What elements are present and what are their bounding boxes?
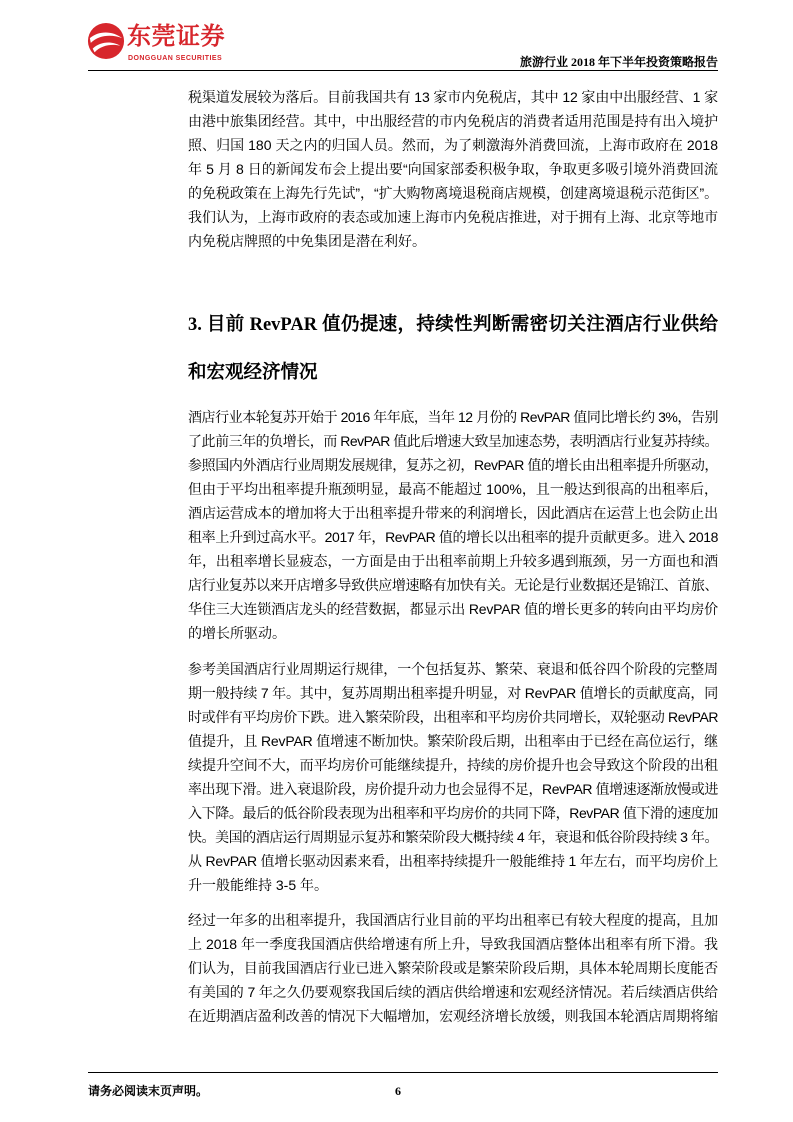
text-line: 时或伴有平均房价下跌。进入繁荣阶段，出租率和平均房价共同增长，双轮驱动 RevPAR bbox=[188, 709, 718, 725]
paragraph-duty-free bbox=[188, 85, 718, 253]
text-line: 内免税店牌照的中免集团是潜在利好。 bbox=[188, 233, 426, 249]
section-heading bbox=[188, 301, 718, 397]
text-line: 经过一年多的出租率提升，我国酒店行业目前的平均出租率已有较大程度的提高，且加 bbox=[188, 912, 718, 928]
footer-disclaimer: 请务必阅读末页声明。 bbox=[88, 1084, 209, 1098]
text-line: 率出现下滑。进入衰退阶段，房价提升动力也会显得不足，RevPAR 值增速逐渐放慢或进 bbox=[188, 781, 718, 797]
text-line: 酒店运营成本的增加将大于出租率提升带来的利润增长，因此酒店在运营上也会防止出 bbox=[188, 505, 718, 521]
text-line: 续提升空间不大，而平均房价可能继续提升，持续的房价提升也会导致这个阶段的出租 bbox=[188, 757, 718, 773]
text-line: 的免税政策在上海先行先试”，“扩大购物离境退税商店规模，创建离境退税示范街区”。 bbox=[188, 185, 718, 201]
text-line: 的增长所驱动。 bbox=[188, 625, 286, 641]
paragraph-hotel-recovery bbox=[188, 405, 718, 645]
text-line: 店行业复苏以来开店增多导致供应增速略有加快有关。无论是行业数据还是锦江、首旅、 bbox=[188, 577, 718, 593]
emblem-circle bbox=[88, 23, 124, 59]
text-line: 升一般能维持 3-5 年。 bbox=[188, 877, 329, 893]
logo-english-name: DONGGUAN SECURITIES bbox=[128, 55, 223, 62]
paragraph-china-hotel-outlook bbox=[188, 908, 718, 1028]
heading-line: 和宏观经济情况 bbox=[188, 363, 318, 383]
text-line: 华住三大连锁酒店龙头的经营数据，都显示出 RevPAR 值的增长更多的转向由平均房价 bbox=[188, 601, 718, 617]
text-line: 有美国的 7 年之久仍要观察我国后续的酒店供给增速和宏观经济情况。若后续酒店供给 bbox=[188, 984, 718, 1000]
text-line: 税渠道发展较为落后。目前我国共有 13 家市内免税店，其中 12 家由中出服经营、1 家 bbox=[188, 89, 718, 105]
heading-line: 3. 目前 RevPAR 值仍提速，持续性判断需密切关注酒店行业供给 bbox=[188, 315, 718, 335]
footer-divider bbox=[88, 1072, 718, 1073]
text-line: 们认为，目前我国酒店行业已进入繁荣阶段或是繁荣阶段后期，具体本轮周期长度能否 bbox=[188, 960, 718, 976]
text-line: 快。美国的酒店运行周期显示复苏和繁荣阶段大概持续 4 年，衰退和低谷阶段持续 3 年。 bbox=[188, 829, 718, 845]
text-line: 年 5 月 8 日的新闻发布会上提出要“向国家部委积极争取，争取更多吸引境外消费回流 bbox=[188, 161, 718, 177]
text-line: 租率上升到过高水平。2017 年，RevPAR 值的增长以出租率的提升贡献更多。进入 2018 bbox=[188, 529, 718, 545]
text-line: 上 2018 年一季度我国酒店供给增速有所上升，导致我国酒店整体出租率有所下滑。我 bbox=[188, 936, 718, 952]
dongguan-securities-emblem-icon bbox=[87, 22, 125, 60]
text-line: 照、归国 180 天之内的归国人员。然而，为了刺激海外消费回流，上海市政府在 2018 bbox=[188, 137, 718, 153]
text-line: 我们认为，上海市政府的表态或加速上海市内免税店推进，对于拥有上海、北京等地市 bbox=[188, 209, 718, 225]
text-line: 但由于平均出租率提升瓶颈明显，最高不能超过 100%，且一般达到很高的出租率后， bbox=[188, 481, 718, 497]
text-line: 期一般持续 7 年。其中，复苏周期出租率提升明显，对 RevPAR 值增长的贡献度高，同 bbox=[188, 685, 718, 701]
paragraph-us-hotel-cycle bbox=[188, 657, 718, 897]
text-line: 参考美国酒店行业周期运行规律，一个包括复苏、繁荣、衰退和低谷四个阶段的完整周 bbox=[188, 661, 718, 677]
report-title: 旅游行业 2018 年下半年投资策略报告 bbox=[519, 55, 718, 69]
text-line: 酒店行业本轮复苏开始于 2016 年年底，当年 12 月份的 RevPAR 值同比增长约 3%，告别 bbox=[188, 409, 718, 425]
text-line: 从 RevPAR 值增长驱动因素来看，出租率持续提升一般能维持 1 年左右，而平均房价上 bbox=[188, 853, 718, 869]
text-line: 参照国内外酒店行业周期发展规律，复苏之初，RevPAR 值的增长由出租率提升所驱动， bbox=[188, 457, 718, 473]
text-line: 年，出租率增长显疲态，一方面是由于出租率前期上升较多遇到瓶颈，另一方面也和酒 bbox=[188, 553, 718, 569]
page-number: 6 bbox=[395, 1084, 401, 1098]
logo-chinese-name: 东莞证券 bbox=[127, 24, 225, 50]
text-line: 在近期酒店盈利改善的情况下大幅增加，宏观经济增长放缓，则我国本轮酒店周期将缩 bbox=[188, 1008, 718, 1024]
header-divider bbox=[88, 70, 718, 71]
text-line: 了此前三年的负增长，而 RevPAR 值此后增速大致呈加速态势，表明酒店行业复苏持续。 bbox=[188, 433, 718, 449]
text-line: 入下降。最后的低谷阶段表现为出租率和平均房价的共同下降，RevPAR 值下滑的速度加 bbox=[188, 805, 718, 821]
text-line: 由港中旅集团经营。其中，中出服经营的市内免税店的消费者适用范围是持有出入境护 bbox=[188, 113, 718, 129]
text-line: 值提升，且 RevPAR 值增速不断加快。繁荣阶段后期，出租率由于已经在高位运行，继 bbox=[188, 733, 718, 749]
